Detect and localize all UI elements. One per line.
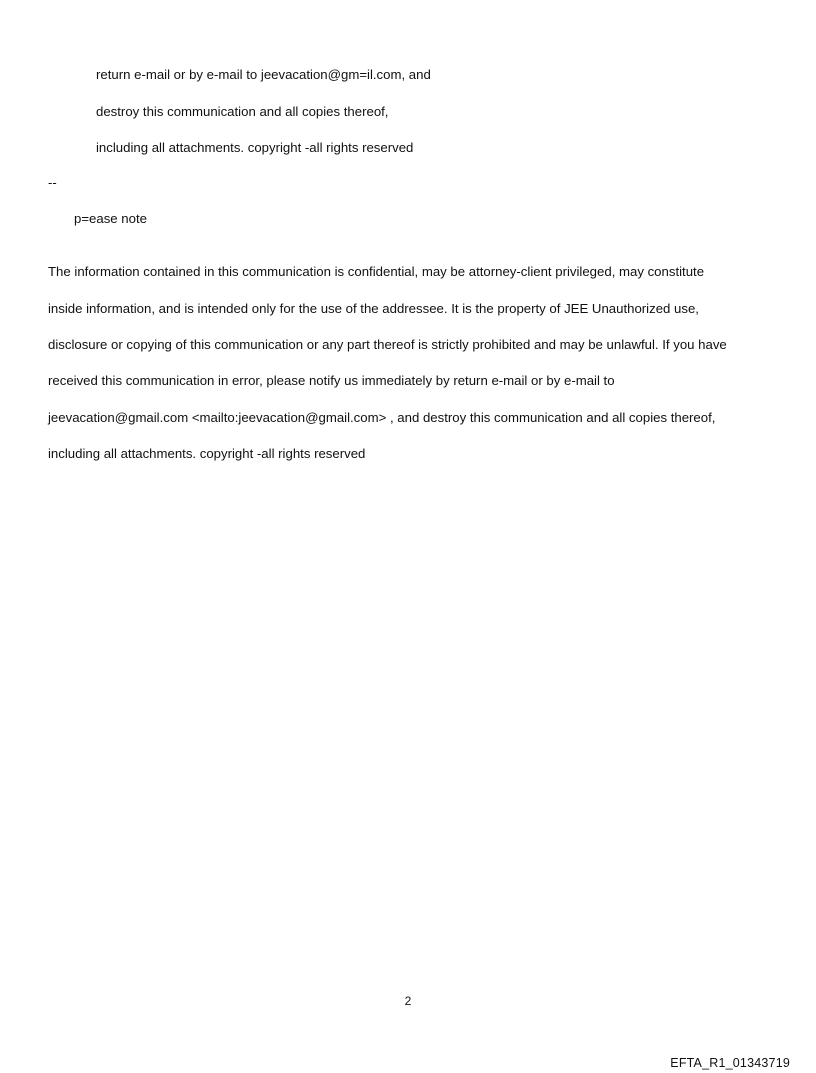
text-line: return e-mail or by e-mail to jeevacation@gm=il.com, and bbox=[96, 67, 431, 83]
text-line: including all attachments. copyright -all rights reserved bbox=[48, 446, 366, 462]
text-line: destroy this communication and all copies thereof, bbox=[96, 103, 389, 119]
text-line: disclosure or copying of this communication or any part thereof is strictly prohibited and may be unlawful. If you have bbox=[48, 337, 727, 353]
note-label: p=ease note bbox=[74, 211, 147, 226]
text-line: jeevacation@gmail.com <mailto:jeevacation@gmail.com> , and destroy this communication and all copies thereof, bbox=[48, 409, 716, 425]
page-number: 2 bbox=[404, 994, 412, 1008]
continued-disclaimer-text bbox=[96, 48, 496, 175]
text-line: received this communication in error, please notify us immediately by return e-mail or by e-mail to bbox=[48, 373, 615, 389]
text-line: including all attachments. copyright -all rights reserved bbox=[96, 140, 414, 156]
signature-separator: -- bbox=[48, 175, 57, 190]
confidentiality-disclaimer bbox=[48, 245, 768, 482]
text-line: The information contained in this communication is confidential, may be attorney-client privileged, may constitute bbox=[48, 264, 705, 280]
document-id: EFTA_R1_01343719 bbox=[670, 1056, 790, 1070]
text-line: inside information, and is intended only for the use of the addressee. It is the property of JEE Unauthorized use, bbox=[48, 300, 699, 316]
